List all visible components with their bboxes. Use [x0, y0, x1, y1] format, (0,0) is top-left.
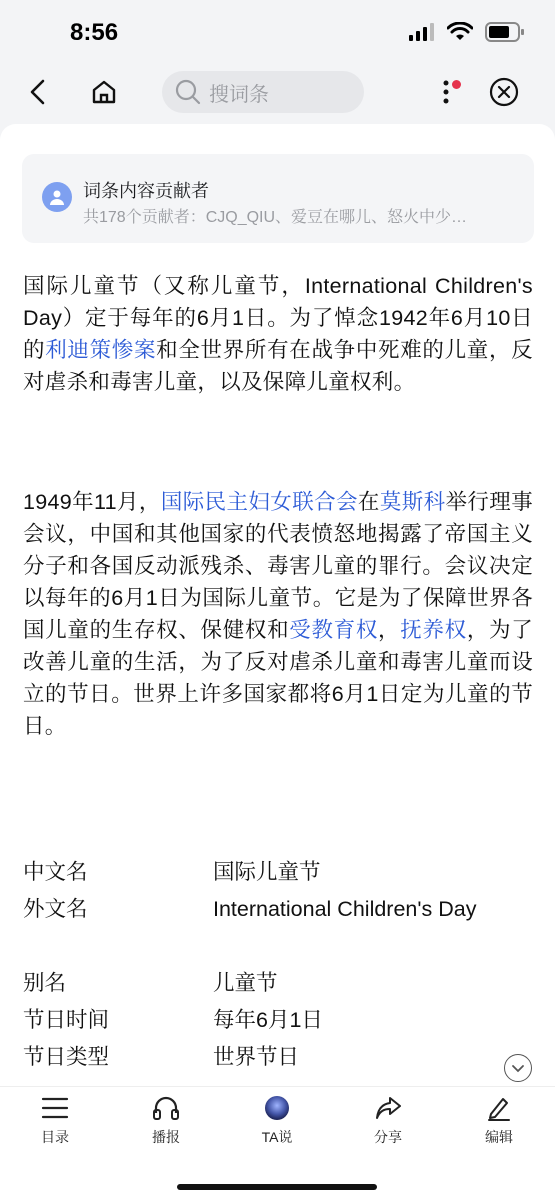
info-value: 世界节日 — [213, 1045, 300, 1069]
article-content — [0, 124, 555, 1086]
list-icon — [41, 1095, 69, 1121]
info-label: 外文名 — [23, 897, 88, 921]
tab-label: TA说 — [261, 1129, 293, 1145]
text-span: ， — [378, 618, 401, 642]
contributor-avatar-icon — [42, 182, 72, 212]
tab-label: 分享 — [374, 1129, 402, 1145]
chevron-down-icon — [511, 1063, 525, 1073]
headphones-icon — [152, 1095, 180, 1121]
close-button[interactable] — [484, 72, 524, 112]
link-wdfi[interactable]: 国际民主妇女联合会 — [160, 490, 358, 514]
battery-icon — [485, 22, 525, 42]
info-label: 别名 — [23, 971, 67, 995]
tab-label: 编辑 — [485, 1129, 513, 1145]
info-value: 儿童节 — [213, 971, 278, 995]
tab-ta-says[interactable] — [242, 1095, 312, 1155]
back-button[interactable] — [18, 72, 58, 112]
text-span: 在 — [357, 490, 380, 514]
edit-icon — [485, 1095, 513, 1121]
top-navigation — [0, 64, 555, 120]
search-placeholder: 搜词条 — [209, 83, 269, 106]
more-vertical-icon — [441, 78, 451, 106]
info-value: International Children's Day — [213, 897, 477, 921]
tab-edit[interactable] — [464, 1095, 534, 1155]
notification-dot — [452, 80, 461, 89]
search-icon — [175, 79, 201, 105]
search-input[interactable] — [162, 71, 364, 113]
expand-info-button[interactable] — [504, 1054, 532, 1082]
status-bar — [0, 0, 555, 64]
ta-avatar-icon — [264, 1095, 290, 1121]
share-icon — [374, 1095, 402, 1121]
contributors-card[interactable] — [22, 154, 534, 243]
history-paragraph — [23, 486, 533, 742]
tab-contents[interactable] — [20, 1095, 90, 1155]
close-circle-icon — [489, 77, 519, 107]
wifi-icon — [447, 22, 473, 42]
tab-share[interactable] — [353, 1095, 423, 1155]
info-label: 中文名 — [23, 860, 88, 884]
intro-paragraph — [23, 270, 533, 398]
home-button[interactable] — [84, 72, 124, 112]
home-indicator[interactable] — [177, 1184, 377, 1190]
info-value: 国际儿童节 — [213, 860, 321, 884]
text-span: 举行理事会议，中国和其他国家的代表愤怒地揭露了帝国主义分子和各国反动派残杀、毒害儿童的罪行。会议决定以每年的6月1日为国际儿童节。它是为了保障世界各国儿童的生存权、保健权和 — [23, 490, 534, 642]
status-time: 8:56 — [70, 19, 119, 46]
tab-audio[interactable] — [131, 1095, 201, 1155]
bottom-toolbar — [0, 1086, 555, 1200]
tab-label: 播报 — [152, 1129, 180, 1145]
link-right-to-upbringing[interactable]: 抚养权 — [400, 618, 467, 642]
info-value: 每年6月1日 — [213, 1008, 323, 1032]
link-lidice-massacre[interactable]: 利迪策惨案 — [45, 338, 157, 362]
more-menu-button[interactable] — [426, 72, 466, 112]
contributors-summary: 共178个贡献者：CJQ_QIU、爱豆在哪儿、怒火中少… — [83, 209, 468, 226]
text-span: 国际儿童节（又称儿童节，International Children's Day）定于每年的6月1日。为了悼念1942年6月10日的 — [23, 274, 533, 362]
text-span: ，为了改善儿童的生活，为了反对虐杀儿童和毒害儿童而设立的节日。世界上许多国家都将6月1日定为儿童的节日。 — [23, 618, 534, 738]
home-icon — [90, 78, 118, 106]
text-span: 1949年11月， — [23, 490, 161, 514]
status-icons — [409, 22, 525, 42]
link-moscow[interactable]: 莫斯科 — [379, 490, 446, 514]
contributors-title: 词条内容贡献者 — [83, 181, 209, 201]
info-label: 节日类型 — [23, 1045, 110, 1069]
tab-label: 目录 — [41, 1129, 69, 1145]
info-label: 节日时间 — [23, 1008, 110, 1032]
text-span: 和全世界所有在战争中死难的儿童，反对虐杀和毒害儿童，以及保障儿童权利。 — [23, 338, 533, 394]
link-right-to-education[interactable]: 受教育权 — [289, 618, 379, 642]
signal-icon — [409, 23, 435, 41]
chevron-left-icon — [27, 78, 49, 106]
